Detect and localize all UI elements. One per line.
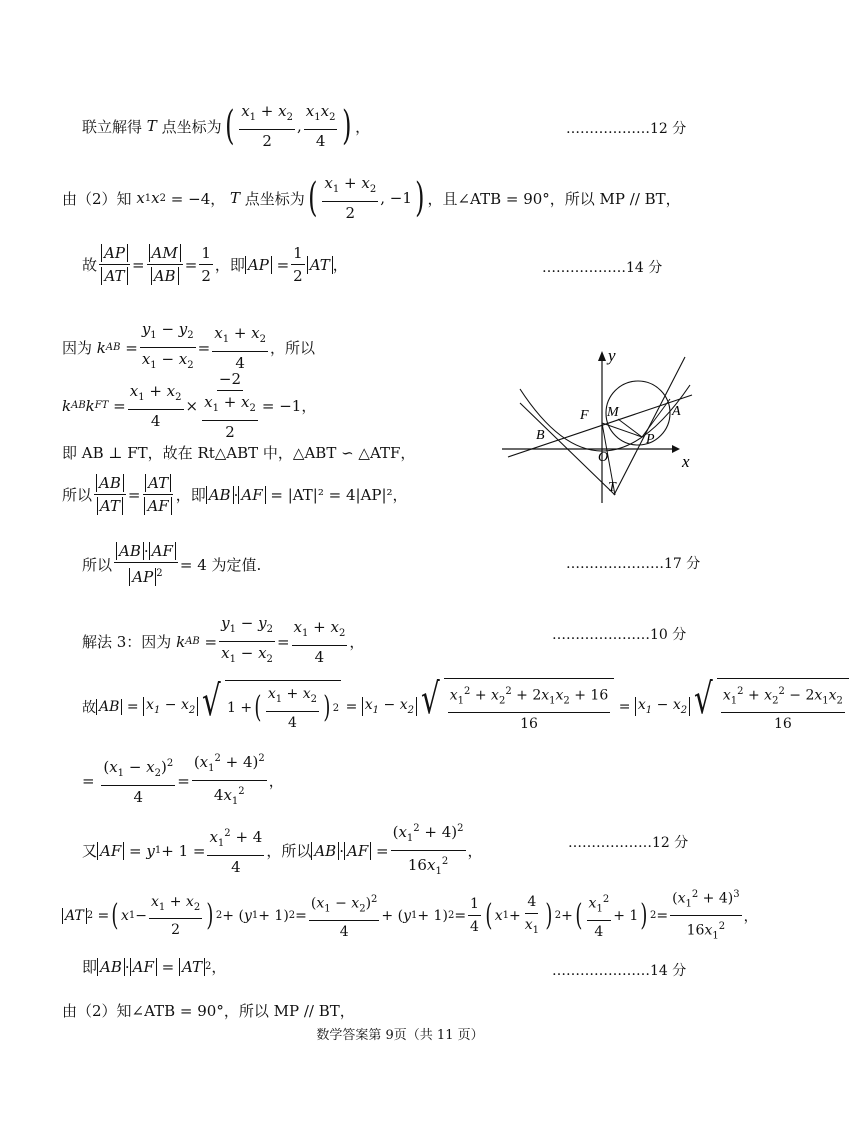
score-14a: ………………14 分 [542, 260, 663, 276]
line-8: 所以 $\frac{AB \cdot AF}{AP ^2}$ = 4 为定值. [82, 542, 262, 586]
score-12b: ………………12 分 [568, 835, 689, 851]
label-O: O [598, 450, 609, 465]
line-1: 联立解得 T 点坐标为 ( $\frac{x_1 + x_2}{2}$ , $\frac{x_1x_2}{4}$ ) ， [82, 102, 371, 150]
line-11: = $\frac{(x_1 - x_2)^2}{4}$ = $\frac{(x_1^2 + 4)^2}{4x_1^2}$ ， [82, 748, 284, 813]
label-T: T [608, 480, 616, 495]
score-12: ………………12 分 [566, 121, 687, 137]
line-4: 因为 k AB = $\frac{y_1 - y_2}{x_1 - x_2}$ = $\frac{x_1 + x_2}{4}$ ，所以 [62, 320, 316, 372]
line-9: 解法 3：因为 k AB = $\frac{y_1 - y_2}{x_1 - x_2}$ = $\frac{x_1 + x_2}{4}$ ， [82, 614, 365, 666]
score-17: …………………17 分 [566, 556, 701, 572]
score-10: …………………10 分 [552, 627, 687, 643]
axis-x-label: x [682, 452, 690, 471]
line-2: 由（2）知 x 1 x 2 = −4， T 点坐标为 ( $\frac{x_1 + x_2}{2}$ , −1 ) ，且∠ATB = 90°，所以 MP // BT， [62, 174, 681, 222]
line-13: AT 2 = ( x 1 − $\frac{x_1 + x_2}{2}$ ) 2 + ( y 1 + 1) 2 = $\frac{(x_1 - x_2)^2}{4}$ + ( y 1 + 1) 2 = $\frac{1}{4}$ ( x 1 + $\frac{4}{x_1}$ ) 2 + ( $\frac{x_1^2}{4}$ + 1 ) 2 = $\frac{(x_1^2 + 4)^3}{16x_1^2}$ ， [62, 884, 758, 948]
label-M: M [607, 405, 619, 420]
line-12: 又 AF = y 1 + 1 = $\frac{x_1^2 + 4}{4}$ ，所以 AB · AF = $\frac{(x_1^2 + 4)^2}{16x_1^2}$ ， [82, 818, 483, 883]
label-F: F [580, 408, 589, 423]
line-3: 故 $\frac{AP}{AT}$ = $\frac{AM}{AB}$ = $\frac{1}{2}$ ，即 AP = $\frac{1}{2}$ AT ， [82, 244, 348, 285]
label-B: B [536, 428, 545, 443]
line-6: 即 AB ⊥ FT，故在 Rt△ABT 中，△ABT ∽ △ATF， [62, 444, 416, 462]
geometry-figure [500, 345, 700, 505]
line-14: 即 AB · AF = AT 2 ， [82, 957, 227, 976]
page-footer: 数学答案第 9页（共 11 页） [316, 1028, 484, 1043]
line-15: 由（2）知∠ATB = 90°，所以 MP // BT， [62, 1002, 355, 1020]
score-14b: …………………14 分 [552, 963, 687, 979]
label-P: P [646, 432, 655, 447]
line-10: 故 AB = $x_1 - x_2$ √ 1 + ( $\frac{x_1 + x_2}{4}$ ) 2 = $x_1 - x_2$ √ $\frac{x_1^2 + x_2^2 + 2x_1x_2 + 16}{16}$ = $x_1 - x_2$ √ $\frac{x_1^2 + x_2^2 - 2x_1x_2}{16}$ [82, 678, 849, 735]
line-5: k AB k FT = $\frac{x_1 + x_2}{4}$ × $\frac{-2}{\frac{x_1 + x_2}{2}}$ = −1， [62, 370, 317, 441]
label-A: A [672, 404, 681, 419]
axis-y-label: y [608, 346, 616, 365]
line-7: 所以 $\frac{AB}{AT}$ = $\frac{AT}{AF}$ ，即 AB · AF = |AT|² = 4|AP|²， [62, 474, 408, 515]
